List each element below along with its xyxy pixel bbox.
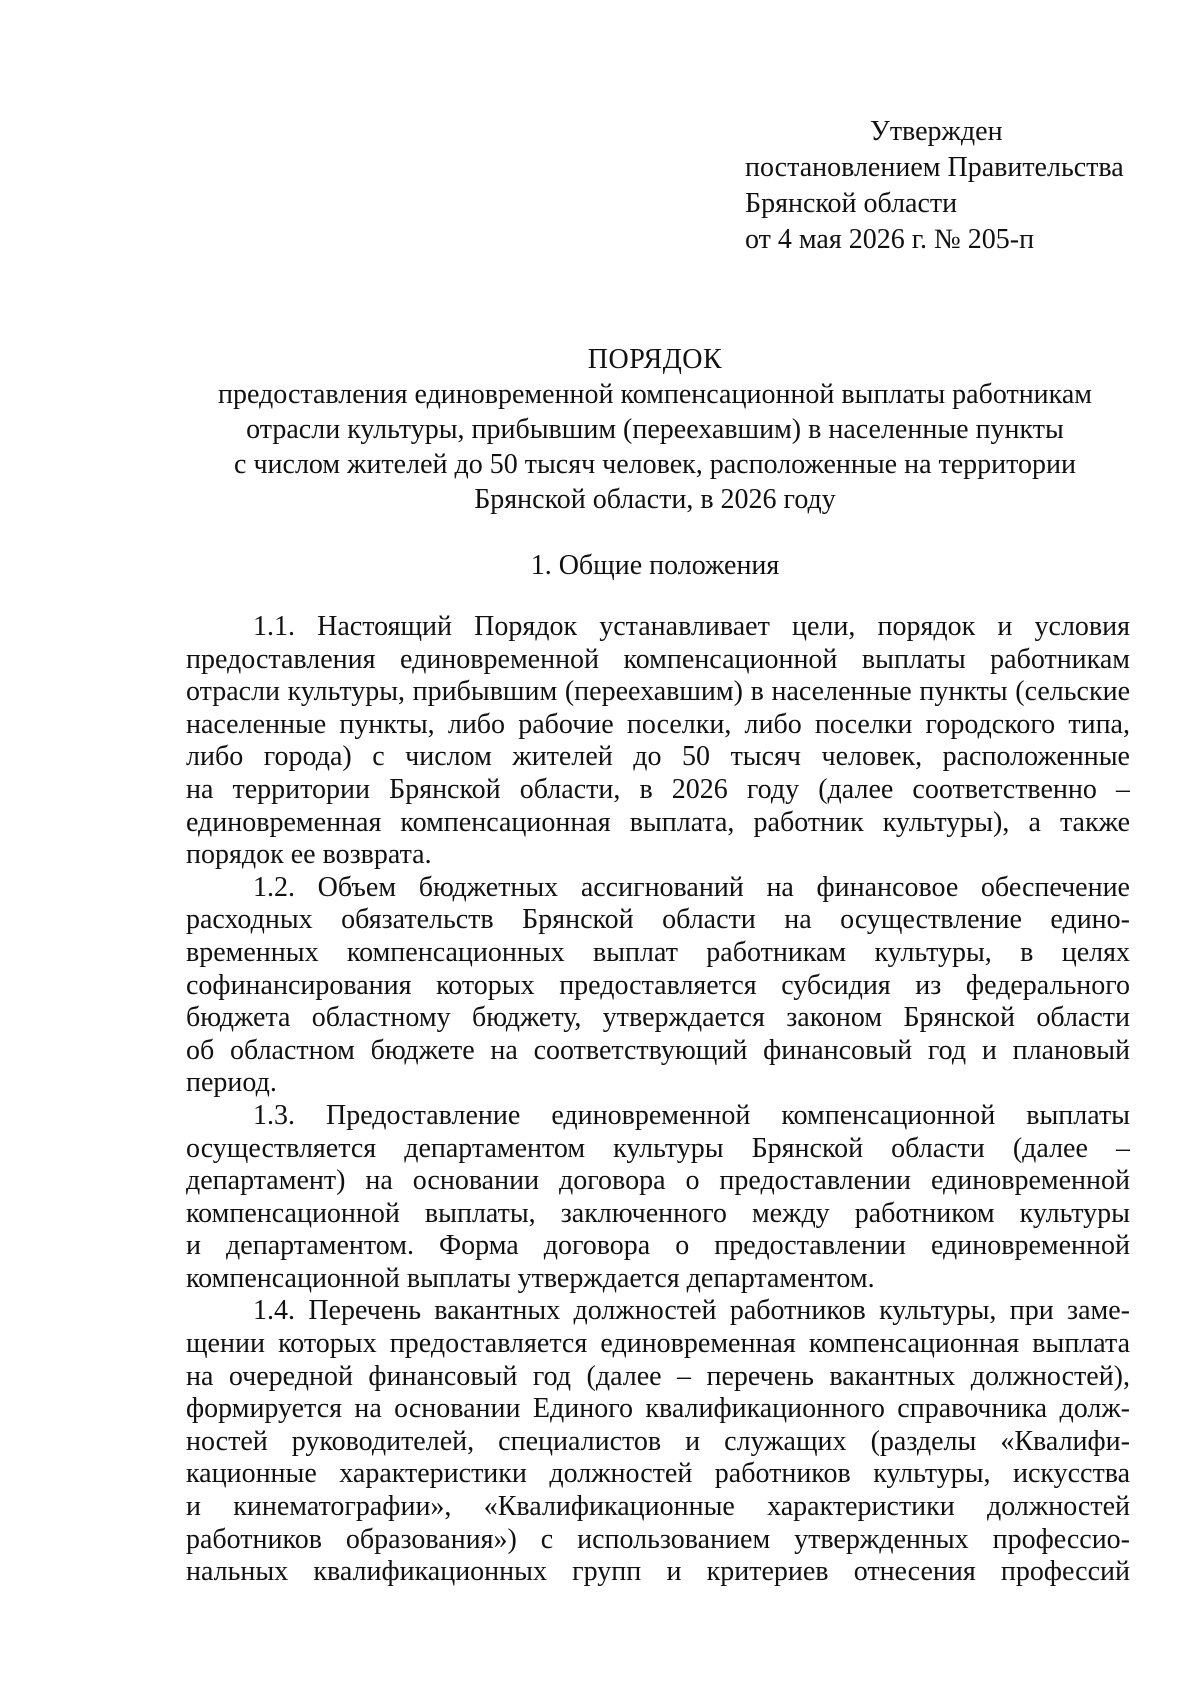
approval-line-region: Брянской области: [745, 188, 958, 219]
paragraph-line: ностей руководителей, специалистов и служащих (разделы «Квалифи-: [186, 1425, 1130, 1457]
paragraph-line: об областном бюджете на соответствующий финансовый год и плановый: [186, 1034, 1130, 1066]
paragraph-line: департамент) на основании договора о предоставлении единовременной: [186, 1165, 1130, 1197]
paragraph-line: либо города) с числом жителей до 50 тысяч человек, расположенные: [186, 741, 1130, 773]
section-heading: 1. Общие положения: [530, 550, 780, 581]
paragraph-line: софинансирования которых предоставляется субсидия из федерального: [186, 969, 1130, 1001]
paragraph-line: формируется на основании Единого квалификационного справочника долж-: [186, 1393, 1130, 1425]
paragraph-line: единовременная компенсационная выплата, работник культуры), а также: [186, 806, 1130, 838]
approval-line-authority: постановлением Правительства: [745, 152, 1124, 183]
paragraph-line: предоставления единовременной компенсационной выплаты работникам: [186, 643, 1130, 675]
paragraph-line: и департаментом. Форма договора о предоставлении единовременной: [186, 1230, 1130, 1262]
paragraph-line: 1.3. Предоставление единовременной компенсационной выплаты: [253, 1099, 1130, 1131]
approval-line-date-number: от 4 мая 2026 г. № 205-п: [745, 224, 1035, 255]
paragraph-1-2: [186, 872, 1130, 1100]
paragraph-line: работников образования») с использованием утвержденных профессио-: [186, 1523, 1130, 1555]
paragraph-line: и кинематографии», «Квалификационные характеристики должностей: [186, 1491, 1130, 1523]
paragraph-line: щении которых предоставляется единовременная компенсационная выплата: [186, 1328, 1130, 1360]
paragraph-line: 1.2. Объем бюджетных ассигнований на финансовое обеспечение: [253, 871, 1130, 903]
paragraph-line: период.: [186, 1067, 277, 1099]
paragraph-line: компенсационной выплаты, заключенного между работником культуры: [186, 1197, 1130, 1229]
document-subtitle-line: отрасли культуры, прибывшим (переехавшим) в населенные пункты: [246, 414, 1064, 445]
paragraph-line: населенные пункты, либо рабочие поселки, либо поселки городского типа,: [186, 708, 1130, 740]
paragraph-1-4: [186, 1295, 1130, 1588]
document-body: [186, 611, 1130, 1589]
paragraph-line: расходных обязательств Брянской области на осуществление едино-: [186, 904, 1130, 936]
paragraph-line: на очередной финансовый год (далее – перечень вакантных должностей),: [186, 1360, 1130, 1392]
approval-line-approved: Утвержден: [870, 116, 1003, 147]
document-subtitle-line: предоставления единовременной компенсационной выплаты работникам: [217, 379, 1092, 410]
document-title: ПОРЯДОК: [587, 344, 723, 375]
approval-stamp: [745, 114, 1165, 258]
document-subtitle-line: с числом жителей до 50 тысяч человек, расположенные на территории: [234, 449, 1076, 480]
paragraph-1-1: [186, 611, 1130, 872]
paragraph-line: осуществляется департаментом культуры Брянской области (далее –: [186, 1132, 1130, 1164]
paragraph-line: бюджета областному бюджету, утверждается законом Брянской области: [186, 1002, 1130, 1034]
paragraph-line: на территории Брянской области, в 2026 году (далее соответственно –: [186, 773, 1130, 805]
document-title-block: [140, 342, 1170, 517]
paragraph-line: 1.4. Перечень вакантных должностей работников культуры, при заме-: [253, 1295, 1130, 1327]
paragraph-line: компенсационной выплаты утверждается департаментом.: [186, 1262, 875, 1294]
paragraph-line: кационные характеристики должностей работников культуры, искусства: [186, 1458, 1130, 1490]
paragraph-line: отрасли культуры, прибывшим (переехавшим) в населенные пункты (сельские: [186, 676, 1130, 708]
paragraph-line: нальных квалификационных групп и критериев отнесения профессий: [186, 1556, 1130, 1588]
paragraph-line: порядок ее возврата.: [186, 839, 432, 871]
document-subtitle-line: Брянской области, в 2026 году: [474, 484, 836, 515]
paragraph-line: 1.1. Настоящий Порядок устанавливает цели, порядок и условия: [253, 611, 1130, 642]
paragraph-line: временных компенсационных выплат работникам культуры, в целях: [186, 936, 1130, 968]
paragraph-1-3: [186, 1100, 1130, 1296]
